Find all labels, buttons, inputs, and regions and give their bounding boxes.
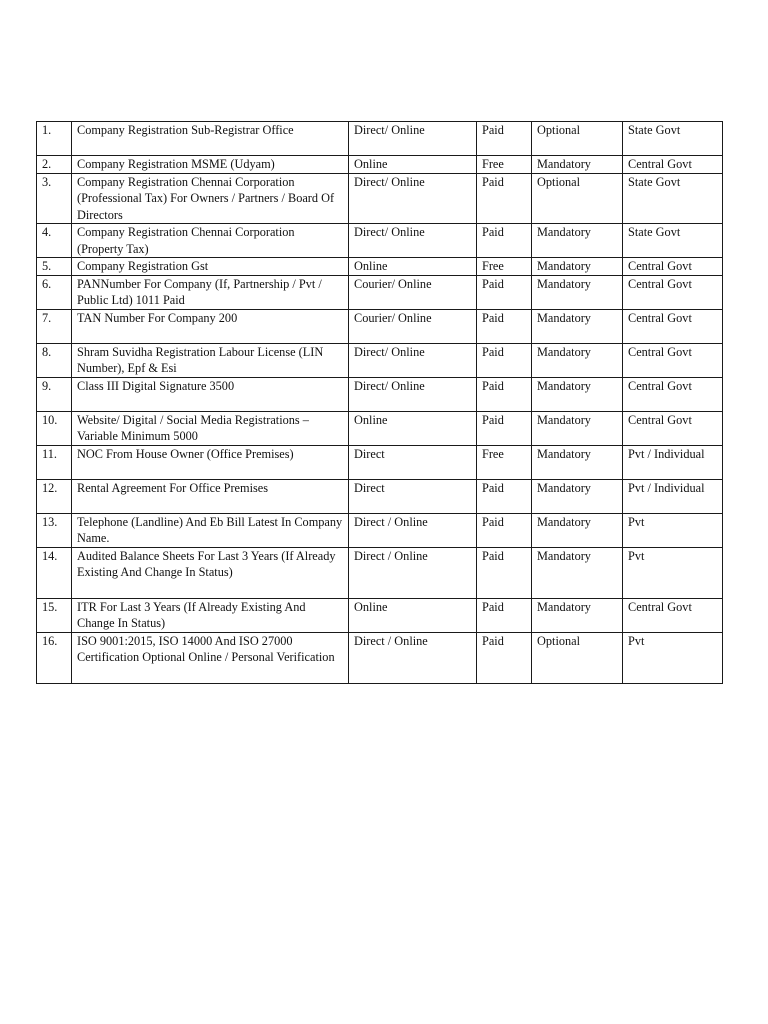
cell-number: 3. — [37, 173, 72, 224]
cell-requirement: Optional — [532, 173, 623, 224]
cell-number: 8. — [37, 343, 72, 377]
cell-number: 7. — [37, 309, 72, 343]
cell-requirement: Mandatory — [532, 258, 623, 276]
table-row — [37, 513, 723, 547]
cell-authority: State Govt — [623, 173, 723, 224]
cell-authority: Central Govt — [623, 411, 723, 445]
cell-mode: Online — [349, 411, 477, 445]
table-row — [37, 156, 723, 174]
cell-number: 14. — [37, 547, 72, 598]
table-row — [37, 309, 723, 343]
cell-requirement: Optional — [532, 122, 623, 156]
cell-authority: Central Govt — [623, 258, 723, 276]
cell-authority: Central Govt — [623, 309, 723, 343]
table-row — [37, 445, 723, 479]
cell-cost: Free — [477, 445, 532, 479]
cell-requirement: Mandatory — [532, 275, 623, 309]
table-row — [37, 598, 723, 632]
cell-number: 15. — [37, 598, 72, 632]
cell-mode: Courier/ Online — [349, 309, 477, 343]
cell-number: 16. — [37, 632, 72, 683]
cell-requirement: Mandatory — [532, 309, 623, 343]
cell-number: 13. — [37, 513, 72, 547]
cell-item: ITR For Last 3 Years (If Already Existing And Change In Status) — [72, 598, 349, 632]
cell-requirement: Mandatory — [532, 411, 623, 445]
cell-number: 1. — [37, 122, 72, 156]
table-row — [37, 343, 723, 377]
cell-item: Company Registration Chennai Corporation (Professional Tax) For Owners / Partners / Board Of Directors — [72, 173, 349, 224]
cell-authority: Pvt — [623, 547, 723, 598]
cell-number: 9. — [37, 377, 72, 411]
cell-mode: Online — [349, 598, 477, 632]
table-row — [37, 224, 723, 258]
cell-item: Class III Digital Signature 3500 — [72, 377, 349, 411]
cell-cost: Paid — [477, 598, 532, 632]
cell-cost: Paid — [477, 343, 532, 377]
registration-table — [36, 121, 723, 684]
cell-requirement: Mandatory — [532, 343, 623, 377]
table-row — [37, 122, 723, 156]
cell-cost: Paid — [477, 224, 532, 258]
cell-number: 5. — [37, 258, 72, 276]
cell-mode: Direct/ Online — [349, 173, 477, 224]
cell-mode: Direct/ Online — [349, 377, 477, 411]
cell-requirement: Mandatory — [532, 547, 623, 598]
cell-number: 2. — [37, 156, 72, 174]
cell-number: 6. — [37, 275, 72, 309]
cell-authority: Central Govt — [623, 275, 723, 309]
cell-item: Company Registration MSME (Udyam) — [72, 156, 349, 174]
cell-authority: Pvt — [623, 632, 723, 683]
cell-item: Telephone (Landline) And Eb Bill Latest In Company Name. — [72, 513, 349, 547]
cell-number: 4. — [37, 224, 72, 258]
cell-authority: Central Govt — [623, 156, 723, 174]
cell-mode: Direct/ Online — [349, 343, 477, 377]
cell-authority: Central Govt — [623, 343, 723, 377]
cell-cost: Paid — [477, 632, 532, 683]
cell-authority: Pvt — [623, 513, 723, 547]
cell-requirement: Mandatory — [532, 479, 623, 513]
cell-authority: Central Govt — [623, 598, 723, 632]
cell-mode: Direct — [349, 479, 477, 513]
cell-mode: Direct / Online — [349, 547, 477, 598]
cell-cost: Paid — [477, 411, 532, 445]
cell-authority: Pvt / Individual — [623, 445, 723, 479]
cell-mode: Online — [349, 258, 477, 276]
table-row — [37, 377, 723, 411]
cell-number: 11. — [37, 445, 72, 479]
cell-item: Website/ Digital / Social Media Registrations –Variable Minimum 5000 — [72, 411, 349, 445]
table-row — [37, 632, 723, 683]
cell-mode: Direct / Online — [349, 632, 477, 683]
cell-item: Audited Balance Sheets For Last 3 Years (If Already Existing And Change In Status) — [72, 547, 349, 598]
cell-mode: Online — [349, 156, 477, 174]
cell-mode: Direct/ Online — [349, 122, 477, 156]
table-row — [37, 275, 723, 309]
cell-item: Shram Suvidha Registration Labour License (LIN Number), Epf & Esi — [72, 343, 349, 377]
cell-number: 12. — [37, 479, 72, 513]
cell-mode: Direct / Online — [349, 513, 477, 547]
cell-requirement: Mandatory — [532, 377, 623, 411]
cell-cost: Paid — [477, 513, 532, 547]
cell-cost: Paid — [477, 173, 532, 224]
cell-requirement: Optional — [532, 632, 623, 683]
cell-authority: Pvt / Individual — [623, 479, 723, 513]
table-row — [37, 479, 723, 513]
cell-item: Company Registration Sub-Registrar Office — [72, 122, 349, 156]
cell-item: ISO 9001:2015, ISO 14000 And ISO 27000 Certification Optional Online / Personal Verification — [72, 632, 349, 683]
cell-mode: Direct — [349, 445, 477, 479]
cell-item: Rental Agreement For Office Premises — [72, 479, 349, 513]
cell-cost: Paid — [477, 479, 532, 513]
cell-item: TAN Number For Company 200 — [72, 309, 349, 343]
table-row — [37, 173, 723, 224]
cell-cost: Paid — [477, 377, 532, 411]
cell-requirement: Mandatory — [532, 156, 623, 174]
cell-number: 10. — [37, 411, 72, 445]
cell-cost: Paid — [477, 122, 532, 156]
cell-cost: Paid — [477, 309, 532, 343]
cell-cost: Paid — [477, 275, 532, 309]
cell-requirement: Mandatory — [532, 224, 623, 258]
registration-table-body — [37, 122, 723, 684]
cell-cost: Free — [477, 156, 532, 174]
table-row — [37, 411, 723, 445]
cell-requirement: Mandatory — [532, 598, 623, 632]
cell-mode: Courier/ Online — [349, 275, 477, 309]
cell-authority: State Govt — [623, 122, 723, 156]
cell-mode: Direct/ Online — [349, 224, 477, 258]
cell-cost: Paid — [477, 547, 532, 598]
cell-item: PANNumber For Company (If, Partnership / Pvt / Public Ltd) 1011 Paid — [72, 275, 349, 309]
cell-item: Company Registration Chennai Corporation (Property Tax) — [72, 224, 349, 258]
cell-cost: Free — [477, 258, 532, 276]
cell-authority: State Govt — [623, 224, 723, 258]
table-row — [37, 547, 723, 598]
cell-requirement: Mandatory — [532, 513, 623, 547]
table-row — [37, 258, 723, 276]
cell-item: NOC From House Owner (Office Premises) — [72, 445, 349, 479]
cell-requirement: Mandatory — [532, 445, 623, 479]
cell-item: Company Registration Gst — [72, 258, 349, 276]
cell-authority: Central Govt — [623, 377, 723, 411]
